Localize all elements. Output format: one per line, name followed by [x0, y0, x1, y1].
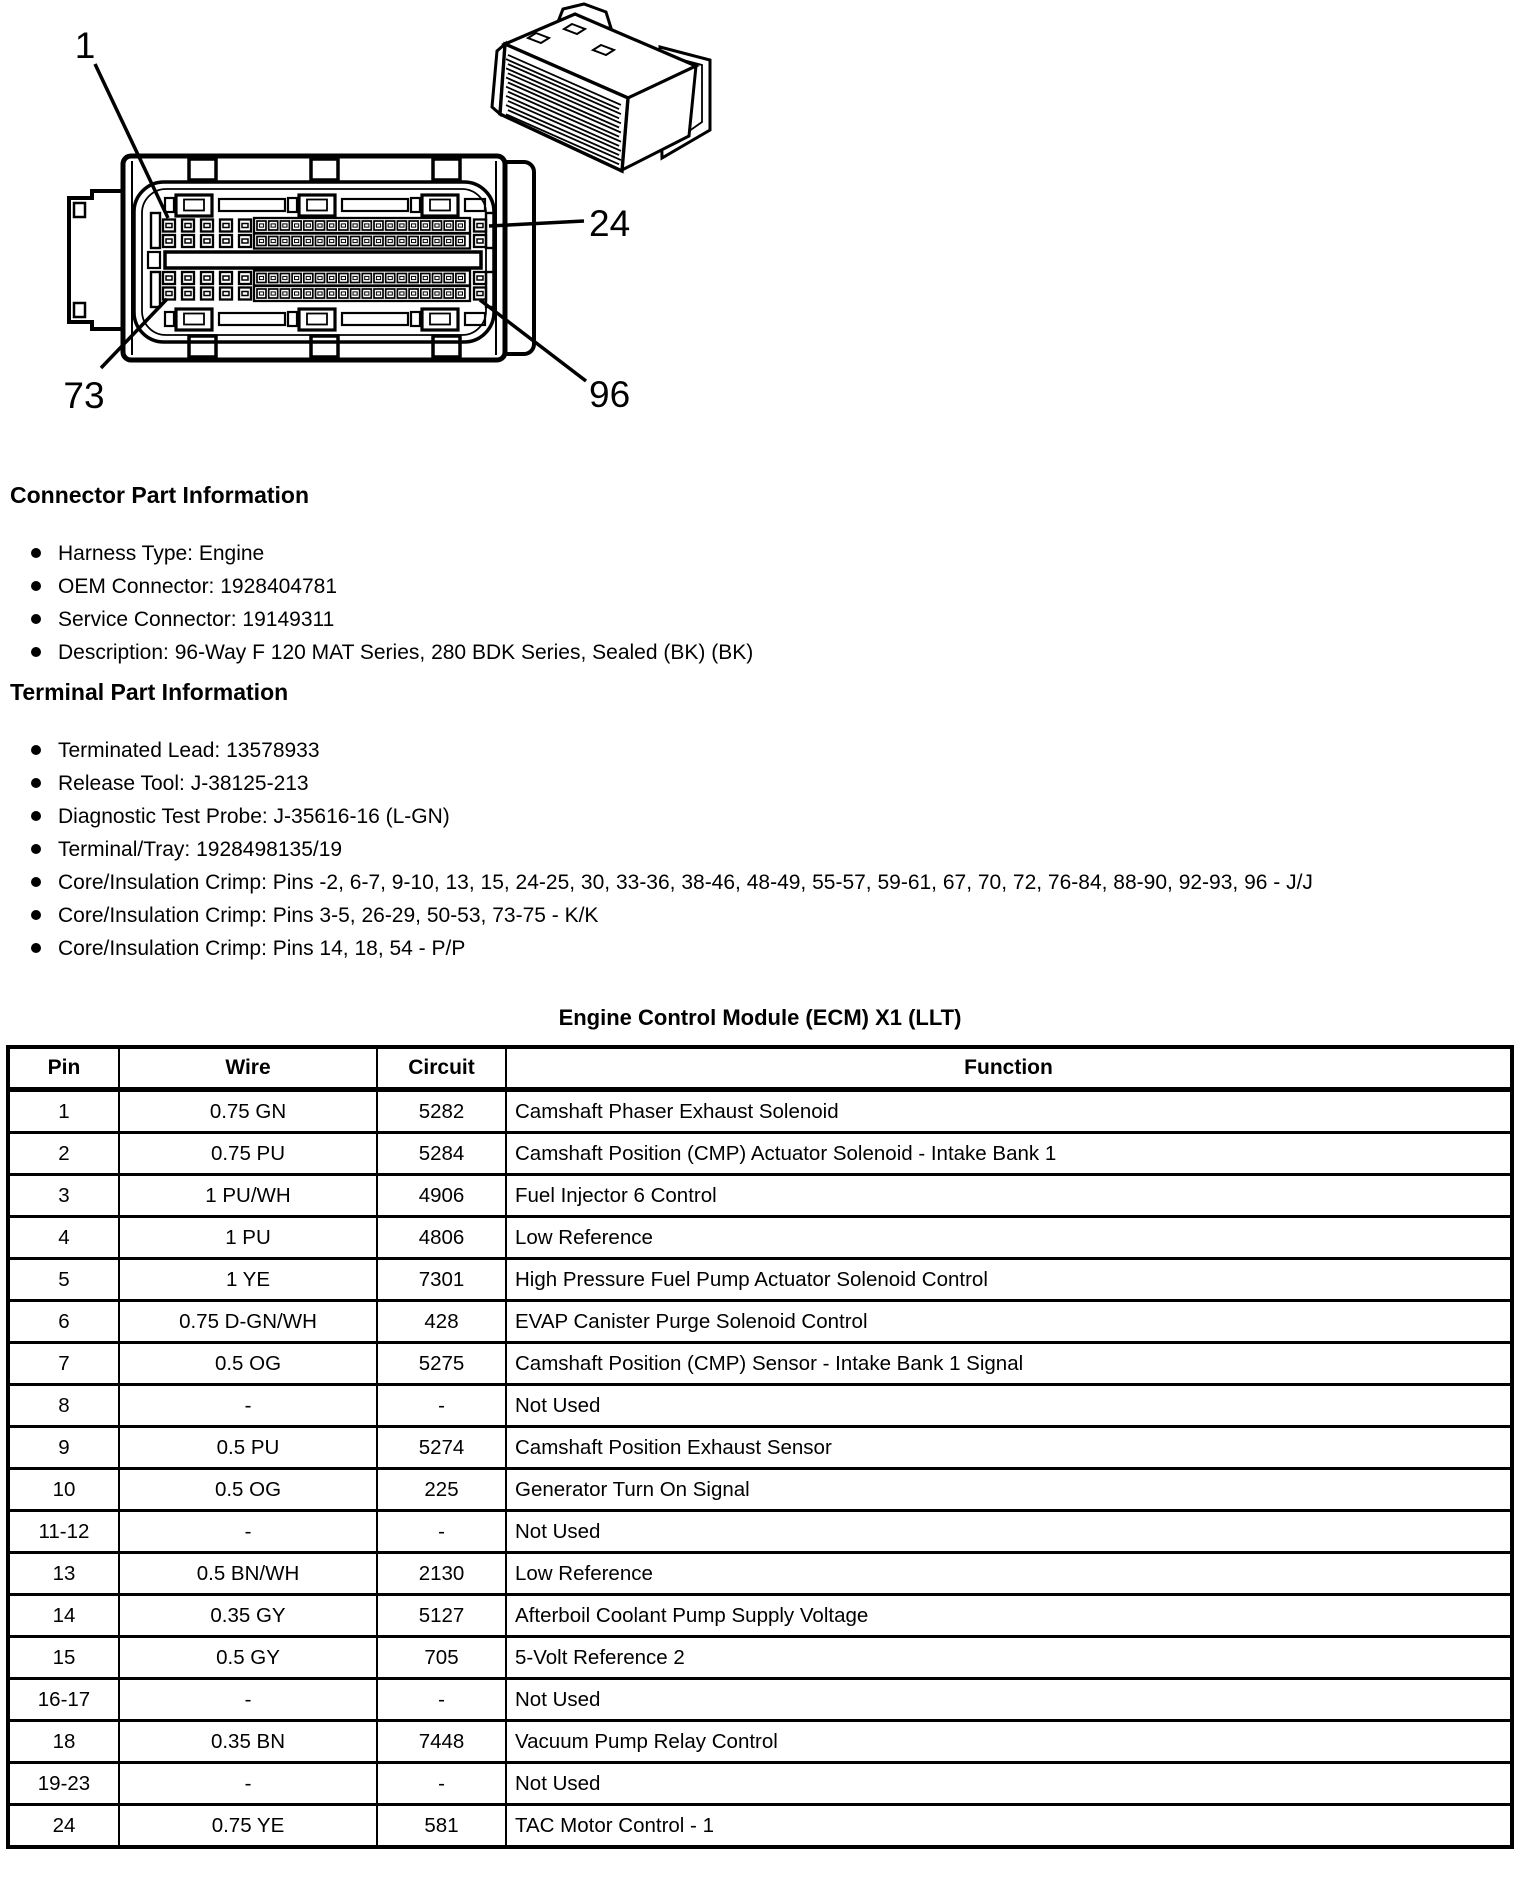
table-row — [8, 1805, 1512, 1848]
cell-function: EVAP Canister Purge Solenoid Control — [506, 1301, 1512, 1343]
cell-wire: 0.5 OG — [119, 1343, 377, 1385]
cell-pin: 3 — [8, 1175, 119, 1217]
cell-wire: 0.5 BN/WH — [119, 1553, 377, 1595]
cell-pin: 5 — [8, 1259, 119, 1301]
cell-function: Camshaft Position Exhaust Sensor — [506, 1427, 1512, 1469]
table-row — [8, 1469, 1512, 1511]
cell-wire: - — [119, 1763, 377, 1805]
bullet-item: Diagnostic Test Probe: J-35616-16 (L-GN) — [58, 804, 1510, 829]
connector-part-info-heading: Connector Part Information — [10, 482, 310, 508]
bullet-item: Harness Type: Engine — [58, 541, 1510, 566]
pinout-table-title: Engine Control Module (ECM) X1 (LLT) — [558, 1005, 962, 1030]
table-row — [8, 1385, 1512, 1427]
cell-circuit: 705 — [377, 1637, 506, 1679]
col-header-pin: Pin — [8, 1047, 119, 1090]
cell-circuit: 581 — [377, 1805, 506, 1848]
cell-pin: 9 — [8, 1427, 119, 1469]
cell-function: Generator Turn On Signal — [506, 1469, 1512, 1511]
cell-function: Low Reference — [506, 1553, 1512, 1595]
pin1-label: 1 — [74, 25, 96, 66]
cell-wire: - — [119, 1385, 377, 1427]
cell-pin: 24 — [8, 1805, 119, 1848]
table-row — [8, 1175, 1512, 1217]
col-header-circuit: Circuit — [377, 1047, 506, 1090]
bullet-item: Core/Insulation Crimp: Pins 14, 18, 54 - P/P — [58, 936, 1510, 961]
cell-function: Vacuum Pump Relay Control — [506, 1721, 1512, 1763]
pin73-label: 73 — [63, 375, 105, 416]
cell-function: Afterboil Coolant Pump Supply Voltage — [506, 1595, 1512, 1637]
cell-wire: 0.75 GN — [119, 1090, 377, 1133]
cell-pin: 14 — [8, 1595, 119, 1637]
bullet-item: Release Tool: J-38125-213 — [58, 771, 1510, 796]
cell-pin: 13 — [8, 1553, 119, 1595]
cell-wire: 0.75 D-GN/WH — [119, 1301, 377, 1343]
bullet-item: Core/Insulation Crimp: Pins -2, 6-7, 9-10, 13, 15, 24-25, 30, 33-36, 38-46, 48-49, 55-57, 59-61, 67, 70, 72, 76-84, 88-90, 92-93, 96 - J/J — [58, 870, 1510, 895]
connector-diagram-svg — [0, 0, 1520, 450]
table-row — [8, 1217, 1512, 1259]
bullet-item: Terminated Lead: 13578933 — [58, 738, 1510, 763]
table-row — [8, 1679, 1512, 1721]
cell-function: 5-Volt Reference 2 — [506, 1637, 1512, 1679]
cell-wire: 1 PU — [119, 1217, 377, 1259]
cell-circuit: 4906 — [377, 1175, 506, 1217]
table-row — [8, 1343, 1512, 1385]
cell-function: TAC Motor Control - 1 — [506, 1805, 1512, 1848]
cell-circuit: 5284 — [377, 1133, 506, 1175]
cell-function: High Pressure Fuel Pump Actuator Solenoid Control — [506, 1259, 1512, 1301]
cell-function: Camshaft Position (CMP) Sensor - Intake Bank 1 Signal — [506, 1343, 1512, 1385]
cell-wire: 0.5 OG — [119, 1469, 377, 1511]
bullet-item: Core/Insulation Crimp: Pins 3-5, 26-29, 50-53, 73-75 - K/K — [58, 903, 1510, 928]
cell-pin: 1 — [8, 1090, 119, 1133]
cell-circuit: 225 — [377, 1469, 506, 1511]
cell-circuit: 7301 — [377, 1259, 506, 1301]
table-row — [8, 1427, 1512, 1469]
cell-pin: 16-17 — [8, 1679, 119, 1721]
cell-pin: 2 — [8, 1133, 119, 1175]
cell-pin: 4 — [8, 1217, 119, 1259]
cell-circuit: 5282 — [377, 1090, 506, 1133]
cell-function: Camshaft Phaser Exhaust Solenoid — [506, 1090, 1512, 1133]
terminal-part-info-list — [0, 738, 1520, 961]
cell-circuit: 428 — [377, 1301, 506, 1343]
cell-wire: - — [119, 1679, 377, 1721]
cell-wire: 0.75 YE — [119, 1805, 377, 1848]
cell-function: Fuel Injector 6 Control — [506, 1175, 1512, 1217]
cell-circuit: 7448 — [377, 1721, 506, 1763]
cell-pin: 11-12 — [8, 1511, 119, 1553]
cell-wire: 0.5 PU — [119, 1427, 377, 1469]
cell-wire: 0.35 BN — [119, 1721, 377, 1763]
table-row — [8, 1721, 1512, 1763]
cell-function: Not Used — [506, 1763, 1512, 1805]
cell-wire: - — [119, 1511, 377, 1553]
cell-circuit: 5275 — [377, 1343, 506, 1385]
cell-circuit: 5127 — [377, 1595, 506, 1637]
pin96-label: 96 — [589, 374, 631, 415]
table-row — [8, 1637, 1512, 1679]
terminal-part-info-heading: Terminal Part Information — [10, 679, 289, 705]
cell-pin: 8 — [8, 1385, 119, 1427]
cell-function: Low Reference — [506, 1217, 1512, 1259]
cell-pin: 18 — [8, 1721, 119, 1763]
table-row — [8, 1595, 1512, 1637]
cell-wire: 0.35 GY — [119, 1595, 377, 1637]
connector-diagram — [0, 0, 1520, 450]
cell-pin: 10 — [8, 1469, 119, 1511]
cell-function: Not Used — [506, 1679, 1512, 1721]
cell-circuit: - — [377, 1679, 506, 1721]
cell-circuit: 5274 — [377, 1427, 506, 1469]
bullet-item: Terminal/Tray: 1928498135/19 — [58, 837, 1510, 862]
cell-wire: 1 PU/WH — [119, 1175, 377, 1217]
connector-part-info-list — [0, 541, 1520, 665]
connector-iso-view — [492, 4, 710, 171]
cell-function: Not Used — [506, 1511, 1512, 1553]
cell-circuit: - — [377, 1511, 506, 1553]
bullet-item: Service Connector: 19149311 — [58, 607, 1510, 632]
cell-circuit: 2130 — [377, 1553, 506, 1595]
bullet-item: Description: 96-Way F 120 MAT Series, 280 BDK Series, Sealed (BK) (BK) — [58, 640, 1510, 665]
pinout-table — [6, 1045, 1514, 1849]
cell-wire: 1 YE — [119, 1259, 377, 1301]
cell-function: Not Used — [506, 1385, 1512, 1427]
cell-pin: 15 — [8, 1637, 119, 1679]
cell-wire: 0.5 GY — [119, 1637, 377, 1679]
bullet-item: OEM Connector: 1928404781 — [58, 574, 1510, 599]
table-row — [8, 1133, 1512, 1175]
table-header-row — [8, 1047, 1512, 1090]
col-header-wire: Wire — [119, 1047, 377, 1090]
table-row — [8, 1553, 1512, 1595]
cell-circuit: - — [377, 1385, 506, 1427]
cell-pin: 7 — [8, 1343, 119, 1385]
cell-pin: 6 — [8, 1301, 119, 1343]
cell-pin: 19-23 — [8, 1763, 119, 1805]
table-row — [8, 1511, 1512, 1553]
table-row — [8, 1259, 1512, 1301]
pin24-label: 24 — [589, 203, 631, 244]
cell-wire: 0.75 PU — [119, 1133, 377, 1175]
col-header-function: Function — [506, 1047, 1512, 1090]
cell-circuit: 4806 — [377, 1217, 506, 1259]
table-row — [8, 1090, 1512, 1133]
cell-circuit: - — [377, 1763, 506, 1805]
cell-function: Camshaft Position (CMP) Actuator Solenoid - Intake Bank 1 — [506, 1133, 1512, 1175]
table-row — [8, 1763, 1512, 1805]
table-row — [8, 1301, 1512, 1343]
